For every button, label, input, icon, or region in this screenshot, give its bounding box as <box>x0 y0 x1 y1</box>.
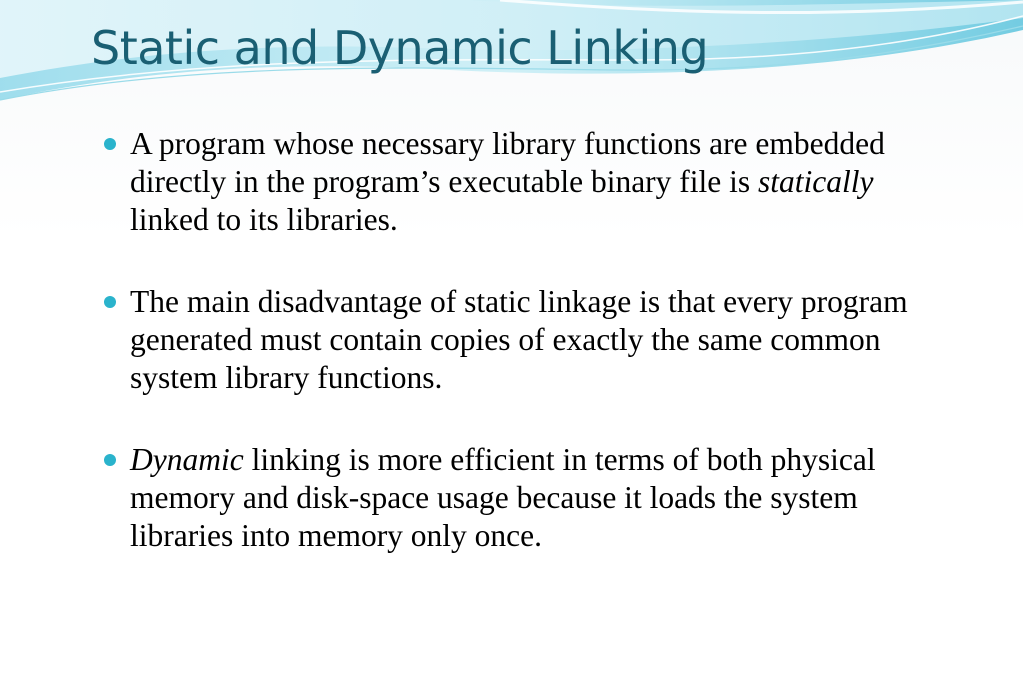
bullet-emphasis: statically <box>758 164 874 199</box>
round-bullet-icon <box>104 454 116 466</box>
bullet-item <box>100 125 960 239</box>
round-bullet-icon <box>104 138 116 150</box>
bullet-text-part: A program whose necessary library functions are embedded directly in the program’s executable binary file is <box>130 126 885 199</box>
bullet-text <box>130 126 885 237</box>
bullet-list <box>100 125 960 599</box>
round-bullet-icon <box>104 296 116 308</box>
bullet-text-part: linked to its libraries. <box>130 202 398 237</box>
bullet-text-part: The main disadvantage of static linkage is that every program generated must contain copies of exactly the same common system library functions. <box>130 284 908 395</box>
bullet-text <box>130 442 876 553</box>
bullet-text <box>130 284 908 395</box>
bullet-emphasis: Dynamic <box>130 442 244 477</box>
bullet-item <box>100 441 960 555</box>
bullet-text-part: linking is more efficient in terms of both physical memory and disk-space usage because it loads the system libraries into memory only once. <box>130 442 876 553</box>
bullet-item <box>100 283 960 397</box>
slide-title: Static and Dynamic Linking <box>91 21 709 75</box>
